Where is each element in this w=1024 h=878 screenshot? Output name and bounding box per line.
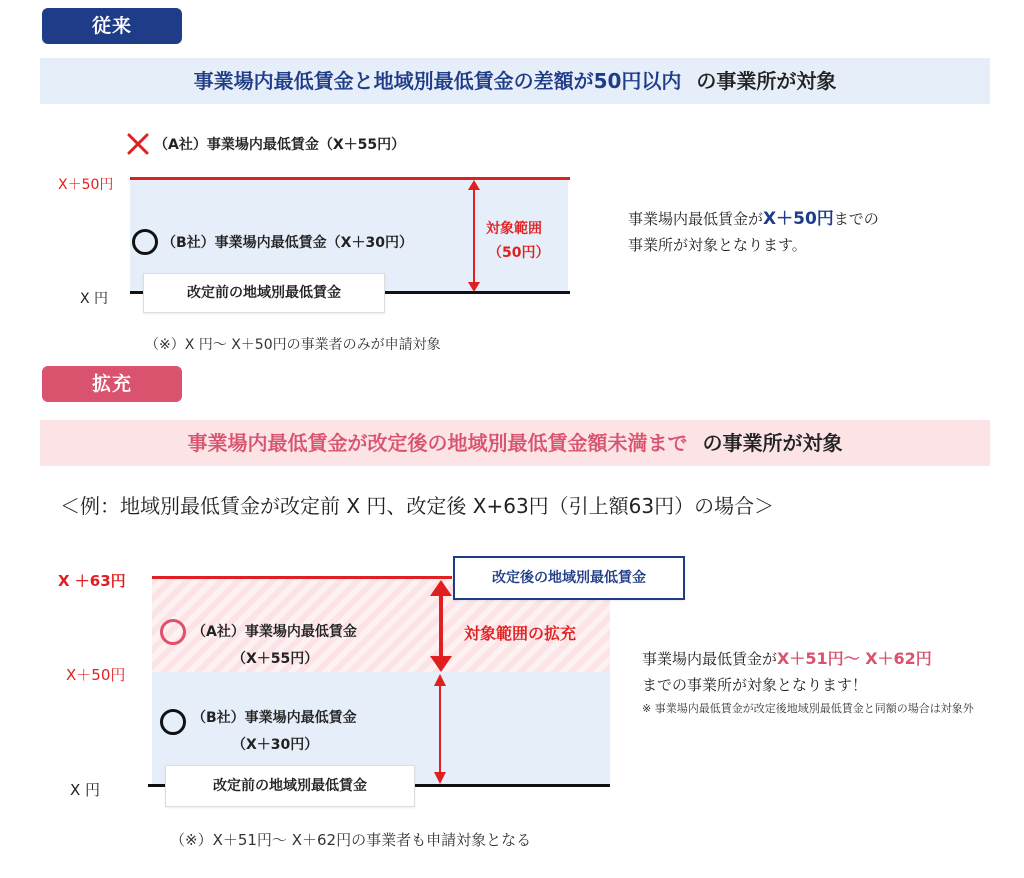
before-company-a: （A社）事業場内最低賃金（X＋55円） <box>154 137 406 153</box>
before-company-b: （B社）事業場内最低賃金（X＋30円） <box>162 235 413 251</box>
after-explain-note: ※ 事業場内最低賃金が改定後地域別最低賃金と同額の場合は対象外 <box>642 702 974 715</box>
before-base-box: 改定前の地域別最低賃金 <box>143 273 385 313</box>
after-base-arrow <box>432 674 448 784</box>
before-explain-pre: 事業場内最低賃金が <box>628 210 764 228</box>
after-new-wage-box: 改定後の地域別最低賃金 <box>453 556 685 600</box>
before-badge: 従来 <box>42 8 182 44</box>
after-footnote: （※）X＋51円～ X＋62円の事業者も申請対象となる <box>170 831 532 849</box>
before-banner-highlight: 事業場内最低賃金と地域別最低賃金の差額が50円以内 <box>193 69 682 93</box>
after-banner-rest: の事業所が対象 <box>702 431 843 455</box>
after-company-a-line2: （X＋55円） <box>232 651 319 667</box>
after-explain-pre: 事業場内最低賃金が <box>642 650 778 668</box>
after-company-b-line1: （B社）事業場内最低賃金 <box>192 710 357 726</box>
after-explain <box>642 646 1012 717</box>
before-banner <box>40 58 990 104</box>
after-y-mid: X＋50円 <box>66 666 126 684</box>
after-explain-highlight: X＋51円～ X＋62円 <box>777 649 932 668</box>
before-range-label: 対象範囲 <box>486 221 542 237</box>
before-explain-post: までの <box>833 210 879 228</box>
before-y-bottom: X 円 <box>80 291 109 307</box>
after-base-box: 改定前の地域別最低賃金 <box>165 765 415 807</box>
after-company-b-line2: （X＋30円） <box>232 737 319 753</box>
after-top-line <box>152 576 452 579</box>
after-expand-label: 対象範囲の拡充 <box>464 624 577 643</box>
after-badge: 拡充 <box>42 366 182 402</box>
before-y-top: X＋50円 <box>58 177 114 193</box>
before-explain <box>628 206 879 258</box>
before-footnote: （※）X 円～ X＋50円の事業者のみが申請対象 <box>145 337 441 353</box>
after-y-bottom: X 円 <box>70 781 101 799</box>
before-range-arrow <box>466 180 482 292</box>
before-range-value: （50円） <box>488 245 550 261</box>
after-explain-line2: までの事業所が対象となります！ <box>642 676 868 694</box>
circle-icon <box>160 619 186 645</box>
before-explain-line2: 事業所が対象となります。 <box>628 236 807 254</box>
circle-icon <box>132 229 158 255</box>
circle-icon <box>160 709 186 735</box>
after-y-top: X ＋63円 <box>58 572 126 590</box>
after-expansion-arrow <box>428 580 454 672</box>
before-banner-rest: の事業所が対象 <box>696 69 837 93</box>
before-explain-highlight: X＋50円 <box>763 209 834 229</box>
after-company-a-line1: （A社）事業場内最低賃金 <box>192 624 357 640</box>
before-top-line <box>130 177 570 180</box>
cross-icon <box>126 132 150 156</box>
after-banner-highlight: 事業場内最低賃金が改定後の地域別最低賃金額未満まで <box>187 431 688 455</box>
after-banner <box>40 420 990 466</box>
after-example: ＜例：地域別最低賃金が改定前 X 円、改定後 X+63円（引上額63円）の場合＞ <box>60 494 775 518</box>
